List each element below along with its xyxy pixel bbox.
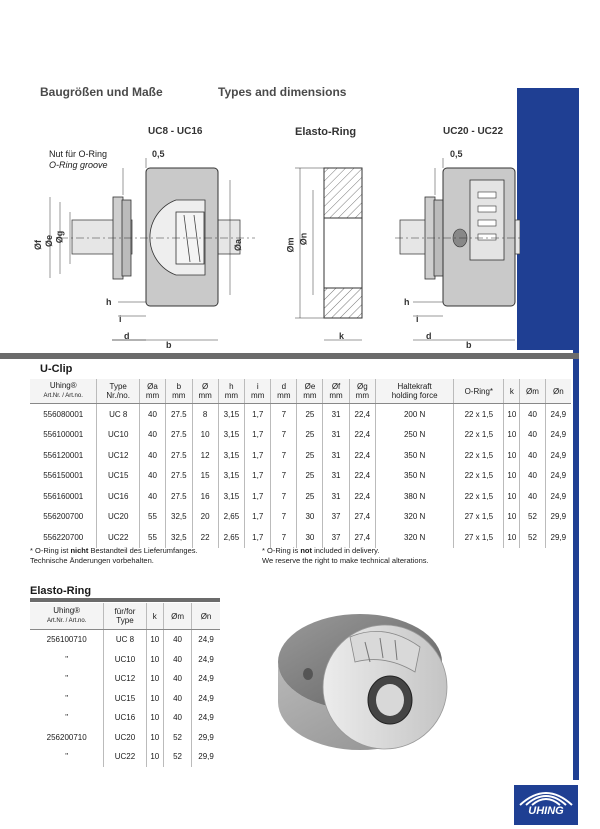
uclip-row-cell: 22 x 1,5 xyxy=(454,425,504,446)
elasto-row-cell: 24,9 xyxy=(198,674,214,684)
elasto-row-cell: UC22 xyxy=(104,747,146,767)
uclip-row-cell: 40 xyxy=(520,445,545,466)
label-d-right: d xyxy=(426,331,432,341)
uclip-row-cell: 55 xyxy=(139,507,165,528)
label-b-right: b xyxy=(466,340,472,350)
elasto-header: Uhing® Art.Nr. / Art.no. xyxy=(30,603,104,630)
groove-label-de: Nut für O-Ring xyxy=(49,149,108,159)
elasto-row-cell: UC12 xyxy=(104,669,146,689)
uclip-row-cell: 556220700 xyxy=(30,527,97,548)
uclip-row-cell: UC16 xyxy=(97,486,140,507)
uclip-row-cell: 40 xyxy=(520,425,545,446)
uclip-row-cell: UC22 xyxy=(97,527,140,548)
elasto-row-cell: UC15 xyxy=(104,689,146,709)
uclip-row-cell: 25 xyxy=(297,425,323,446)
uclip-row-cell: 24,9 xyxy=(550,471,567,481)
uclip-row-cell: 31 xyxy=(323,466,349,487)
uclip-row-cell: 7 xyxy=(271,466,297,487)
title-german: Baugrößen und Maße xyxy=(40,85,163,99)
uclip-row-cell: 25 xyxy=(297,466,323,487)
elasto-row xyxy=(30,728,220,748)
gap-label-left: 0,5 xyxy=(152,149,165,159)
elasto-row xyxy=(30,708,220,728)
section-divider-elasto xyxy=(30,598,220,602)
uclip-row-cell: 3,15 xyxy=(218,404,245,425)
elasto-row-cell: 24,9 xyxy=(198,635,214,645)
uclip-row-cell: 25 xyxy=(297,445,323,466)
uclip-row-cell: 22 xyxy=(192,527,218,548)
uclip-row-cell: 27.5 xyxy=(166,404,193,425)
elasto-header-row xyxy=(30,603,220,630)
uclip-row-cell: 2,65 xyxy=(218,527,245,548)
uhing-logo xyxy=(514,785,578,825)
uclip-row-cell: 350 N xyxy=(376,466,454,487)
uclip-row-cell: 7 xyxy=(271,445,297,466)
section-divider-uclip xyxy=(0,353,579,359)
elasto-table xyxy=(30,603,220,767)
uclip-header: Ø mm xyxy=(192,379,218,404)
uclip-row-cell: 320 N xyxy=(376,507,454,528)
uclip-row-cell: 22 x 1,5 xyxy=(454,404,504,425)
uclip-row-cell: 22,4 xyxy=(349,486,376,507)
uclip-row-cell: 37 xyxy=(323,507,349,528)
groove-label-en: O-Ring groove xyxy=(49,160,108,170)
elasto-row-cell: 256100710 xyxy=(30,630,104,650)
uclip-row-cell: 22,4 xyxy=(349,425,376,446)
uclip-header: Øg mm xyxy=(349,379,376,404)
elasto-row xyxy=(30,669,220,689)
uclip-row-cell: 200 N xyxy=(376,404,454,425)
label-i-right: i xyxy=(416,314,419,324)
uclip-row-cell: 10 xyxy=(504,445,520,466)
uclip-row-cell: 1,7 xyxy=(245,404,271,425)
uclip-row-cell: 7 xyxy=(271,527,297,548)
uclip-row-cell: 22,4 xyxy=(349,404,376,425)
note-german: * O-Ring ist nicht Bestandteil des Lieferumfanges. Technische Änderungen vorbehalten. xyxy=(30,546,198,565)
uclip-row-cell: 27.5 xyxy=(166,466,193,487)
technical-drawings xyxy=(0,140,520,355)
uclip-header: k xyxy=(504,379,520,404)
label-k: k xyxy=(339,331,345,341)
uclip-header: Øa mm xyxy=(139,379,165,404)
uclip-table-body xyxy=(30,404,571,548)
uclip-row-cell: 52 xyxy=(520,527,545,548)
uclip-header: h mm xyxy=(218,379,245,404)
uclip-row-cell: 32,5 xyxy=(166,527,193,548)
elasto-row-cell: 40 xyxy=(164,630,192,650)
uclip-row-cell: 556080001 xyxy=(30,404,97,425)
uclip-row-cell: 10 xyxy=(192,425,218,446)
uclip-row-cell: 250 N xyxy=(376,425,454,446)
uclip-row-cell: 30 xyxy=(297,507,323,528)
elasto-row-cell: 10 xyxy=(146,650,163,670)
gap-label-right: 0,5 xyxy=(450,149,463,159)
uclip-header: d mm xyxy=(271,379,297,404)
uclip-row-cell: 31 xyxy=(323,486,349,507)
label-phi-a: Øa xyxy=(233,238,244,252)
drawing-title-left: UC8 - UC16 xyxy=(148,126,203,137)
uclip-row-cell: 1,7 xyxy=(245,507,271,528)
label-phi-f: Øf xyxy=(33,240,43,250)
elasto-row-cell: 29,9 xyxy=(198,752,214,762)
label-h-left: h xyxy=(106,297,112,307)
uclip-row-cell: 2,65 xyxy=(218,507,245,528)
label-phi-m: Øm xyxy=(285,237,296,253)
uclip-row-cell: UC10 xyxy=(97,425,140,446)
uclip-row-cell: 16 xyxy=(192,486,218,507)
uclip-header: Øm xyxy=(520,379,545,404)
uclip-row-cell: 1,7 xyxy=(245,486,271,507)
uclip-row-cell: 22,4 xyxy=(349,445,376,466)
section-title-elasto: Elasto-Ring xyxy=(30,585,92,597)
uclip-row-cell: 27.5 xyxy=(166,445,193,466)
label-phi-g: Øg xyxy=(54,230,65,244)
uclip-row-cell: 40 xyxy=(139,486,165,507)
elasto-row-cell: 29,9 xyxy=(198,732,214,742)
uclip-row-cell: 1,7 xyxy=(245,445,271,466)
elasto-row-cell: 52 xyxy=(164,747,192,767)
uclip-row-cell: 380 N xyxy=(376,486,454,507)
uclip-table xyxy=(30,379,571,548)
elasto-table-body xyxy=(30,630,220,767)
elasto-row xyxy=(30,630,220,650)
uclip-row-cell: 40 xyxy=(520,466,545,487)
uclip-row-cell: 22,4 xyxy=(349,466,376,487)
label-phi-e: Øe xyxy=(44,234,55,248)
uclip-row-cell: 30 xyxy=(297,527,323,548)
elasto-row-cell: 24,9 xyxy=(198,693,214,703)
uclip-row-cell: 10 xyxy=(504,527,520,548)
uclip-row-cell: 40 xyxy=(139,425,165,446)
elasto-row-cell: UC16 xyxy=(104,708,146,728)
uclip-drawing-small xyxy=(50,158,255,340)
elasto-row-cell: 10 xyxy=(146,630,163,650)
uclip-header: O-Ring* xyxy=(454,379,504,404)
uclip-row-cell: UC15 xyxy=(97,466,140,487)
elasto-row-cell: " xyxy=(30,747,104,767)
elasto-row xyxy=(30,747,220,767)
elasto-row-cell: 40 xyxy=(164,669,192,689)
uclip-row xyxy=(30,466,571,487)
uclip-row-cell: 40 xyxy=(139,445,165,466)
uclip-row-cell: 10 xyxy=(504,486,520,507)
uclip-header: Haltekraft holding force xyxy=(376,379,454,404)
uclip-header: i mm xyxy=(245,379,271,404)
note-english: * O-Ring is not included in delivery. We reserve the right to make technical alterations. xyxy=(262,546,429,565)
elasto-row-cell: " xyxy=(30,708,104,728)
uclip-row-cell: 27,4 xyxy=(349,507,376,528)
elasto-ring-drawing xyxy=(295,168,362,340)
uclip-row-cell: 27 x 1,5 xyxy=(454,507,504,528)
title-english: Types and dimensions xyxy=(218,85,347,99)
uclip-row-cell: 40 xyxy=(520,404,545,425)
label-d-left: d xyxy=(124,331,130,341)
elasto-row-cell: 10 xyxy=(146,728,163,748)
uclip-row-cell: 37 xyxy=(323,527,349,548)
uclip-header: Type Nr./no. xyxy=(97,379,140,404)
elasto-row-cell: 10 xyxy=(146,708,163,728)
uclip-row-cell: 31 xyxy=(323,445,349,466)
uclip-row-cell: 7 xyxy=(271,404,297,425)
label-b-left: b xyxy=(166,340,172,350)
elasto-header: Øm xyxy=(164,603,192,630)
uclip-row-cell: 22 x 1,5 xyxy=(454,486,504,507)
uclip-row-cell: 22 x 1,5 xyxy=(454,466,504,487)
elasto-row-cell: 40 xyxy=(164,650,192,670)
uclip-row-cell: 27,4 xyxy=(349,527,376,548)
uclip-row-cell: 10 xyxy=(504,404,520,425)
uclip-header: Uhing® Art.Nr. / Art.no. xyxy=(30,379,97,404)
uclip-row-cell: 27 x 1,5 xyxy=(454,527,504,548)
elasto-row-cell: 10 xyxy=(146,747,163,767)
uclip-row-cell: 1,7 xyxy=(245,425,271,446)
elasto-row-cell: 52 xyxy=(164,728,192,748)
uclip-row-cell: 10 xyxy=(504,507,520,528)
uclip-row-cell: 1,7 xyxy=(245,466,271,487)
uclip-row-cell: 22 x 1,5 xyxy=(454,445,504,466)
uclip-header: b mm xyxy=(166,379,193,404)
elasto-row-cell: UC20 xyxy=(104,728,146,748)
elasto-row-cell: 24,9 xyxy=(198,713,214,723)
uclip-row-cell: 27.5 xyxy=(166,425,193,446)
label-i-left: i xyxy=(119,314,122,324)
uclip-row-cell: 556100001 xyxy=(30,425,97,446)
uclip-row-cell: 29,9 xyxy=(550,532,567,542)
elasto-row-cell: UC10 xyxy=(104,650,146,670)
uclip-row-cell: 24,9 xyxy=(550,430,567,440)
uclip-row-cell: 15 xyxy=(192,466,218,487)
uclip-row-cell: UC20 xyxy=(97,507,140,528)
uclip-header: Øf mm xyxy=(323,379,349,404)
section-title-uclip: U-Clip xyxy=(40,363,73,375)
uclip-row-cell: 27.5 xyxy=(166,486,193,507)
elasto-header: für/for Type xyxy=(104,603,146,630)
accent-bar xyxy=(517,88,579,350)
uclip-row-cell: 40 xyxy=(520,486,545,507)
uclip-row-cell: 52 xyxy=(520,507,545,528)
elasto-header: Øn xyxy=(192,603,220,630)
elasto-row-cell: 40 xyxy=(164,689,192,709)
uclip-row-cell: 31 xyxy=(323,425,349,446)
uclip-row-cell: 1,7 xyxy=(245,527,271,548)
logo-stripes-icon xyxy=(514,785,578,807)
uclip-row-cell: 31 xyxy=(323,404,349,425)
uclip-row-cell: 556200700 xyxy=(30,507,97,528)
label-h-right: h xyxy=(404,297,410,307)
uclip-row-cell: 20 xyxy=(192,507,218,528)
uclip-row xyxy=(30,425,571,446)
uclip-header: Øn xyxy=(545,379,571,404)
uclip-row-cell: 25 xyxy=(297,486,323,507)
uclip-row-cell: 8 xyxy=(192,404,218,425)
uclip-row-cell: 3,15 xyxy=(218,425,245,446)
uclip-row-cell: 556120001 xyxy=(30,445,97,466)
uclip-row-cell: 29,9 xyxy=(550,512,567,522)
uclip-row xyxy=(30,486,571,507)
accent-strip xyxy=(573,350,579,780)
elasto-row-cell: " xyxy=(30,669,104,689)
uclip-row-cell: 10 xyxy=(504,425,520,446)
uclip-row-cell: 556150001 xyxy=(30,466,97,487)
uclip-row-cell: UC 8 xyxy=(97,404,140,425)
elasto-row-cell: 24,9 xyxy=(198,654,214,664)
elasto-ring-product-image xyxy=(255,592,455,762)
uclip-row-cell: 40 xyxy=(139,404,165,425)
uclip-row-cell: 25 xyxy=(297,404,323,425)
uclip-row-cell: 55 xyxy=(139,527,165,548)
uclip-row-cell: 12 xyxy=(192,445,218,466)
elasto-row-cell: 256200710 xyxy=(30,728,104,748)
uclip-row-cell: 3,15 xyxy=(218,445,245,466)
uclip-row xyxy=(30,507,571,528)
elasto-row xyxy=(30,650,220,670)
uclip-row-cell: 24,9 xyxy=(550,450,567,460)
uclip-row xyxy=(30,527,571,548)
drawing-title-middle: Elasto-Ring xyxy=(295,126,357,138)
uclip-drawing-large xyxy=(395,158,520,340)
uclip-row-cell: 40 xyxy=(139,466,165,487)
uclip-row-cell: 3,15 xyxy=(218,486,245,507)
elasto-row-cell: UC 8 xyxy=(104,630,146,650)
uclip-row-cell: 24,9 xyxy=(550,409,567,419)
uclip-row-cell: 320 N xyxy=(376,527,454,548)
uclip-row-cell: 3,15 xyxy=(218,466,245,487)
drawing-title-right: UC20 - UC22 xyxy=(443,126,504,137)
uclip-row-cell: 7 xyxy=(271,486,297,507)
elasto-row-cell: 10 xyxy=(146,669,163,689)
elasto-row xyxy=(30,689,220,709)
uclip-row-cell: 10 xyxy=(504,466,520,487)
uclip-row-cell: 7 xyxy=(271,507,297,528)
elasto-header: k xyxy=(146,603,163,630)
elasto-row-cell: " xyxy=(30,689,104,709)
logo-text: UHING xyxy=(528,805,564,817)
uclip-row-cell: 7 xyxy=(271,425,297,446)
uclip-row-cell: 556160001 xyxy=(30,486,97,507)
uclip-header: Øe mm xyxy=(297,379,323,404)
uclip-header-row xyxy=(30,379,571,404)
elasto-row-cell: 40 xyxy=(164,708,192,728)
uclip-row-cell: 350 N xyxy=(376,445,454,466)
uclip-row xyxy=(30,404,571,425)
elasto-row-cell: 10 xyxy=(146,689,163,709)
label-phi-n: Øn xyxy=(298,232,309,246)
uclip-row xyxy=(30,445,571,466)
uclip-row-cell: 24,9 xyxy=(550,491,567,501)
elasto-row-cell: " xyxy=(30,650,104,670)
uclip-row-cell: UC12 xyxy=(97,445,140,466)
uclip-row-cell: 32,5 xyxy=(166,507,193,528)
